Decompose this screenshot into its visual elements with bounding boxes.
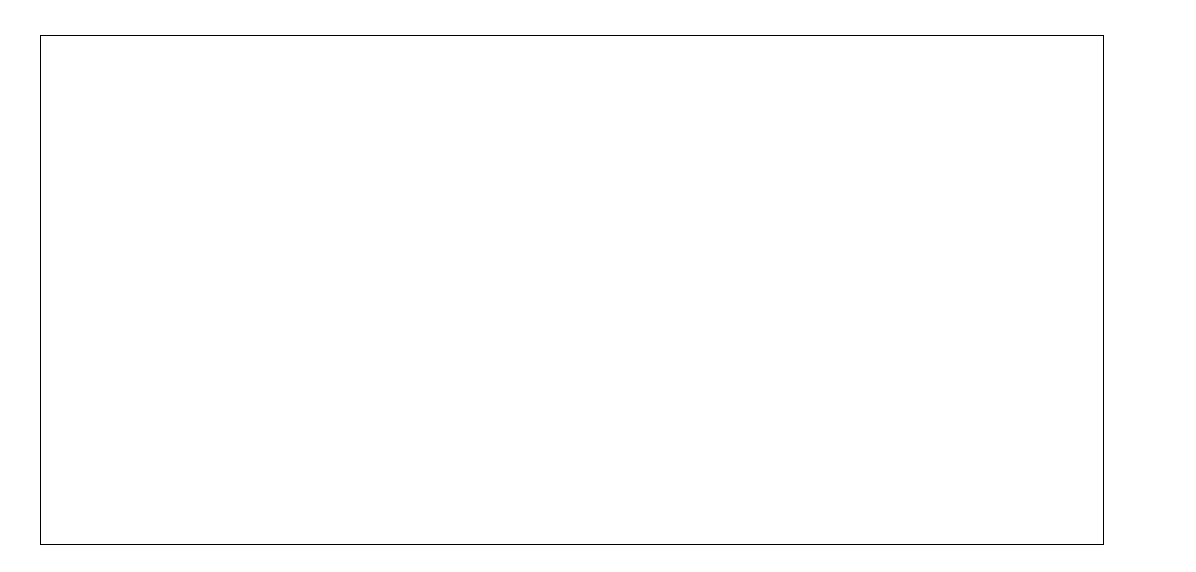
x-axis-labels — [40, 548, 1104, 568]
colorbar — [1107, 35, 1162, 545]
y-axis-labels — [0, 35, 33, 545]
heatmap-grid — [40, 35, 1104, 545]
